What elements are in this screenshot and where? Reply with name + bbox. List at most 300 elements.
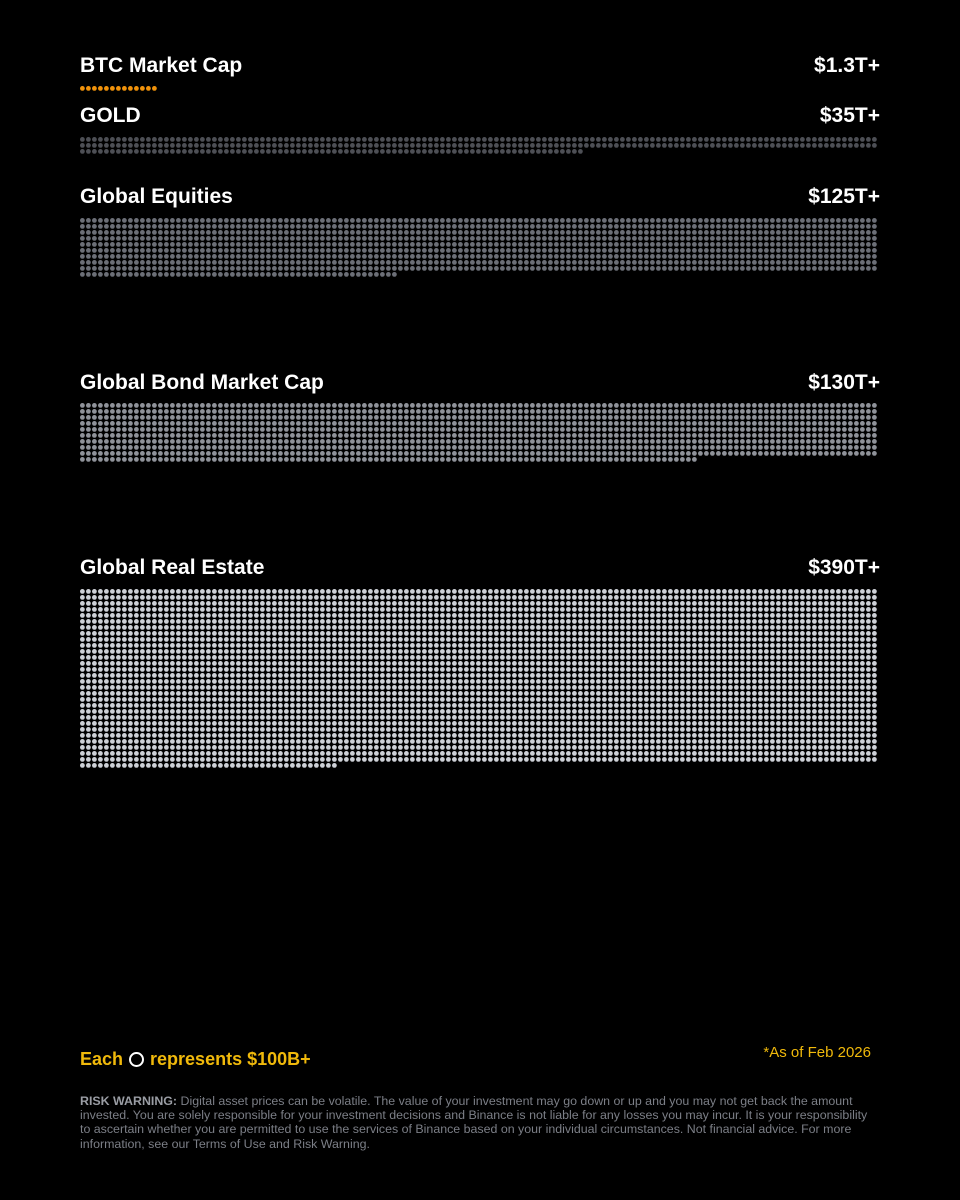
dot-mark [758,445,763,450]
dot-mark [134,236,139,241]
dot-mark [716,266,721,271]
dot-mark [122,649,127,654]
dot-mark [650,589,655,594]
dot-mark [848,643,853,648]
dot-mark [338,415,343,420]
dot-mark [824,445,829,450]
dot-mark [446,607,451,612]
dot-mark [194,254,199,259]
dot-mark [542,619,547,624]
dot-mark [650,643,655,648]
dot-mark [398,248,403,253]
dot-mark [224,272,229,277]
dot-mark [152,643,157,648]
dot-mark [860,403,865,408]
dot-mark [356,218,361,223]
dot-mark [260,137,265,142]
dot-mark [110,137,115,142]
dot-mark [500,266,505,271]
dot-mark [326,655,331,660]
dot-mark [350,445,355,450]
dot-mark [404,655,409,660]
dot-mark [290,619,295,624]
dot-mark [188,673,193,678]
dot-mark [602,415,607,420]
dot-mark [212,667,217,672]
dot-mark [620,403,625,408]
dot-mark [596,439,601,444]
dot-mark [638,607,643,612]
dot-mark [344,236,349,241]
dot-mark [728,254,733,259]
dot-mark [524,254,529,259]
dot-mark [422,637,427,642]
dot-mark [122,427,127,432]
dot-mark [308,149,313,154]
dot-mark [290,445,295,450]
dot-mark [266,254,271,259]
dot-mark [440,403,445,408]
dot-mark [170,661,175,666]
dot-mark [494,421,499,426]
dot-mark [254,272,259,277]
dot-mark [242,143,247,148]
dot-mark [242,149,247,154]
dot-mark [146,451,151,456]
dot-mark [200,260,205,265]
dot-mark [320,661,325,666]
dot-mark [326,137,331,142]
dot-mark [458,415,463,420]
dot-mark [104,631,109,636]
dot-mark [422,409,427,414]
dot-mark [116,137,121,142]
dot-mark [308,589,313,594]
dot-mark [620,137,625,142]
dot-mark [488,673,493,678]
dot-mark [332,451,337,456]
dot-mark [602,631,607,636]
dot-mark [446,415,451,420]
dot-mark [572,595,577,600]
dot-mark [80,218,85,223]
dot-mark [284,445,289,450]
dot-mark [656,595,661,600]
dot-mark [632,421,637,426]
dot-mark [806,589,811,594]
dot-mark [272,601,277,606]
dot-mark [410,643,415,648]
dot-mark [794,601,799,606]
dot-mark [764,260,769,265]
dot-mark [446,679,451,684]
dot-mark [812,218,817,223]
dot-mark [632,655,637,660]
dot-mark [200,655,205,660]
dot-mark [134,673,139,678]
dot-mark [746,242,751,247]
dot-mark [158,661,163,666]
dot-mark [116,445,121,450]
dot-mark [584,248,589,253]
dot-mark [836,607,841,612]
dot-mark [710,607,715,612]
dot-mark [794,230,799,235]
dot-mark [428,143,433,148]
dot-mark [152,149,157,154]
dot-mark [650,655,655,660]
dot-mark [122,254,127,259]
dot-mark [374,143,379,148]
dot-mark [770,137,775,142]
dot-mark [266,679,271,684]
dot-mark [266,433,271,438]
dot-mark [194,260,199,265]
dot-mark [572,451,577,456]
dot-mark [734,655,739,660]
dot-mark [170,655,175,660]
dot-mark [236,613,241,618]
dot-mark [590,619,595,624]
dot-mark [800,254,805,259]
dot-mark [296,272,301,277]
dot-mark [134,266,139,271]
dot-mark [116,260,121,265]
dot-mark [482,655,487,660]
dot-mark [614,445,619,450]
dot-mark [134,631,139,636]
dot-mark [308,242,313,247]
dot-mark [320,625,325,630]
dot-mark [818,427,823,432]
dot-mark [182,421,187,426]
dot-mark [542,433,547,438]
dot-mark [362,254,367,259]
dot-mark [326,661,331,666]
dot-mark [602,589,607,594]
dot-mark [554,667,559,672]
dot-mark [374,601,379,606]
dot-mark [122,433,127,438]
dot-mark [584,230,589,235]
dot-mark [80,415,85,420]
dot-mark [440,655,445,660]
dot-mark [266,421,271,426]
dot-mark [806,409,811,414]
dot-mark [680,595,685,600]
dot-mark [680,224,685,229]
dot-mark [734,445,739,450]
dot-mark [572,445,577,450]
dot-mark [488,607,493,612]
dot-mark [110,595,115,600]
dot-mark [176,143,181,148]
dot-mark [158,433,163,438]
dot-mark [692,439,697,444]
dot-mark [128,679,133,684]
dot-mark [296,631,301,636]
dot-mark [380,272,385,277]
dot-mark [686,595,691,600]
dot-mark [524,655,529,660]
dot-mark [842,242,847,247]
dot-mark [146,254,151,259]
dot-mark [710,439,715,444]
dot-mark [92,242,97,247]
dot-mark [428,149,433,154]
dot-mark [200,218,205,223]
dot-mark [596,631,601,636]
dot-mark [386,649,391,654]
dot-mark [350,224,355,229]
dot-mark [338,439,343,444]
dot-mark [686,409,691,414]
dot-mark [728,433,733,438]
dot-mark [518,230,523,235]
dot-mark [500,601,505,606]
dot-mark [350,272,355,277]
dot-mark [842,137,847,142]
dot-mark [446,661,451,666]
dot-mark [656,445,661,450]
dot-mark [728,637,733,642]
dot-mark [644,254,649,259]
dot-mark [500,445,505,450]
dot-mark [734,137,739,142]
dot-mark [470,637,475,642]
dot-mark [584,224,589,229]
dot-mark [488,457,493,462]
dot-mark [716,589,721,594]
dot-mark [290,236,295,241]
dot-mark [182,445,187,450]
dot-mark [818,254,823,259]
dot-mark [812,242,817,247]
dot-mark [872,260,877,265]
dot-mark [668,661,673,666]
dot-mark [626,439,631,444]
dot-mark [98,451,103,456]
dot-mark [506,415,511,420]
dot-mark [140,595,145,600]
dot-mark [872,143,877,148]
dot-mark [338,661,343,666]
dot-mark [704,655,709,660]
dot-mark [230,224,235,229]
dot-mark [740,421,745,426]
dot-mark [230,230,235,235]
dot-mark [476,266,481,271]
dot-mark [446,230,451,235]
dot-mark [122,643,127,648]
dot-mark [302,631,307,636]
dot-mark [194,421,199,426]
dot-mark [344,661,349,666]
dot-mark [356,433,361,438]
dot-mark [644,655,649,660]
dot-mark [752,143,757,148]
dot-mark [254,149,259,154]
dot-mark [194,415,199,420]
dot-mark [356,457,361,462]
dot-mark [518,149,523,154]
dot-mark [164,403,169,408]
dot-mark [572,218,577,223]
dot-mark [344,149,349,154]
dot-mark [866,236,871,241]
dot-mark [566,655,571,660]
dot-mark [872,254,877,259]
dot-mark [614,409,619,414]
dot-mark [782,661,787,666]
dot-mark [776,649,781,654]
dot-mark [536,661,541,666]
dot-mark [806,143,811,148]
dot-mark [632,613,637,618]
dot-mark [644,607,649,612]
dot-grid-real-estate [80,589,880,769]
dot-mark [164,667,169,672]
dot-mark [446,433,451,438]
dot-mark [788,667,793,672]
dot-mark [104,260,109,265]
dot-mark [758,403,763,408]
dot-mark [710,661,715,666]
dot-mark [572,224,577,229]
dot-mark [542,254,547,259]
dot-mark [86,679,91,684]
dot-mark [302,595,307,600]
dot-mark [230,421,235,426]
dot-mark [614,661,619,666]
dot-mark [782,143,787,148]
dot-mark [500,403,505,408]
dot-mark [428,613,433,618]
dot-mark [164,409,169,414]
dot-mark [728,439,733,444]
dot-mark [674,224,679,229]
dot-mark [590,415,595,420]
dot-mark [356,673,361,678]
dot-mark [566,667,571,672]
dot-mark [662,242,667,247]
dot-mark [662,236,667,241]
dot-mark [464,625,469,630]
dot-mark [368,260,373,265]
dot-mark [836,421,841,426]
dot-mark [296,661,301,666]
dot-mark [308,445,313,450]
dot-mark [824,266,829,271]
dot-mark [416,143,421,148]
dot-mark [92,421,97,426]
dot-mark [302,589,307,594]
dot-mark [248,625,253,630]
dot-mark [332,673,337,678]
dot-mark [632,260,637,265]
dot-mark [464,403,469,408]
dot-mark [470,236,475,241]
dot-mark [230,445,235,450]
dot-mark [152,457,157,462]
dot-mark [440,230,445,235]
dot-mark [488,433,493,438]
dot-mark [824,649,829,654]
dot-mark [500,242,505,247]
dot-mark [524,649,529,654]
dot-mark [632,266,637,271]
dot-mark [440,143,445,148]
dot-mark [302,248,307,253]
dot-mark [662,607,667,612]
dot-mark [134,224,139,229]
dot-mark [146,433,151,438]
dot-mark [434,403,439,408]
dot-mark [122,143,127,148]
dot-mark [122,607,127,612]
dot-mark [632,433,637,438]
dot-mark [242,625,247,630]
dot-mark [188,643,193,648]
dot-mark [518,415,523,420]
dot-mark [326,679,331,684]
dot-mark [314,625,319,630]
dot-mark [740,218,745,223]
dot-mark [710,421,715,426]
dot-mark [344,409,349,414]
dot-mark [782,445,787,450]
dot-mark [272,254,277,259]
dot-mark [302,403,307,408]
dot-mark [626,248,631,253]
dot-mark [674,137,679,142]
dot-mark [464,242,469,247]
dot-mark [548,260,553,265]
dot-mark [680,236,685,241]
dot-mark [692,619,697,624]
dot-mark [350,230,355,235]
dot-mark [200,236,205,241]
dot-mark [140,613,145,618]
dot-mark [836,427,841,432]
dot-mark [698,661,703,666]
dot-mark [770,230,775,235]
dot-mark [722,224,727,229]
dot-mark [626,619,631,624]
dot-mark [158,272,163,277]
dot-mark [158,143,163,148]
dot-mark [704,667,709,672]
dot-mark [206,427,211,432]
dot-mark [650,248,655,253]
dot-mark [536,637,541,642]
dot-mark [584,631,589,636]
dot-mark [812,254,817,259]
dot-mark [704,595,709,600]
dot-mark [740,613,745,618]
dot-mark [260,254,265,259]
dot-mark [104,679,109,684]
dot-mark [470,242,475,247]
dot-mark [626,415,631,420]
dot-mark [446,589,451,594]
dot-mark [338,218,343,223]
dot-mark [212,637,217,642]
dot-mark [860,266,865,271]
dot-mark [758,218,763,223]
dot-mark [782,254,787,259]
dot-mark [854,667,859,672]
